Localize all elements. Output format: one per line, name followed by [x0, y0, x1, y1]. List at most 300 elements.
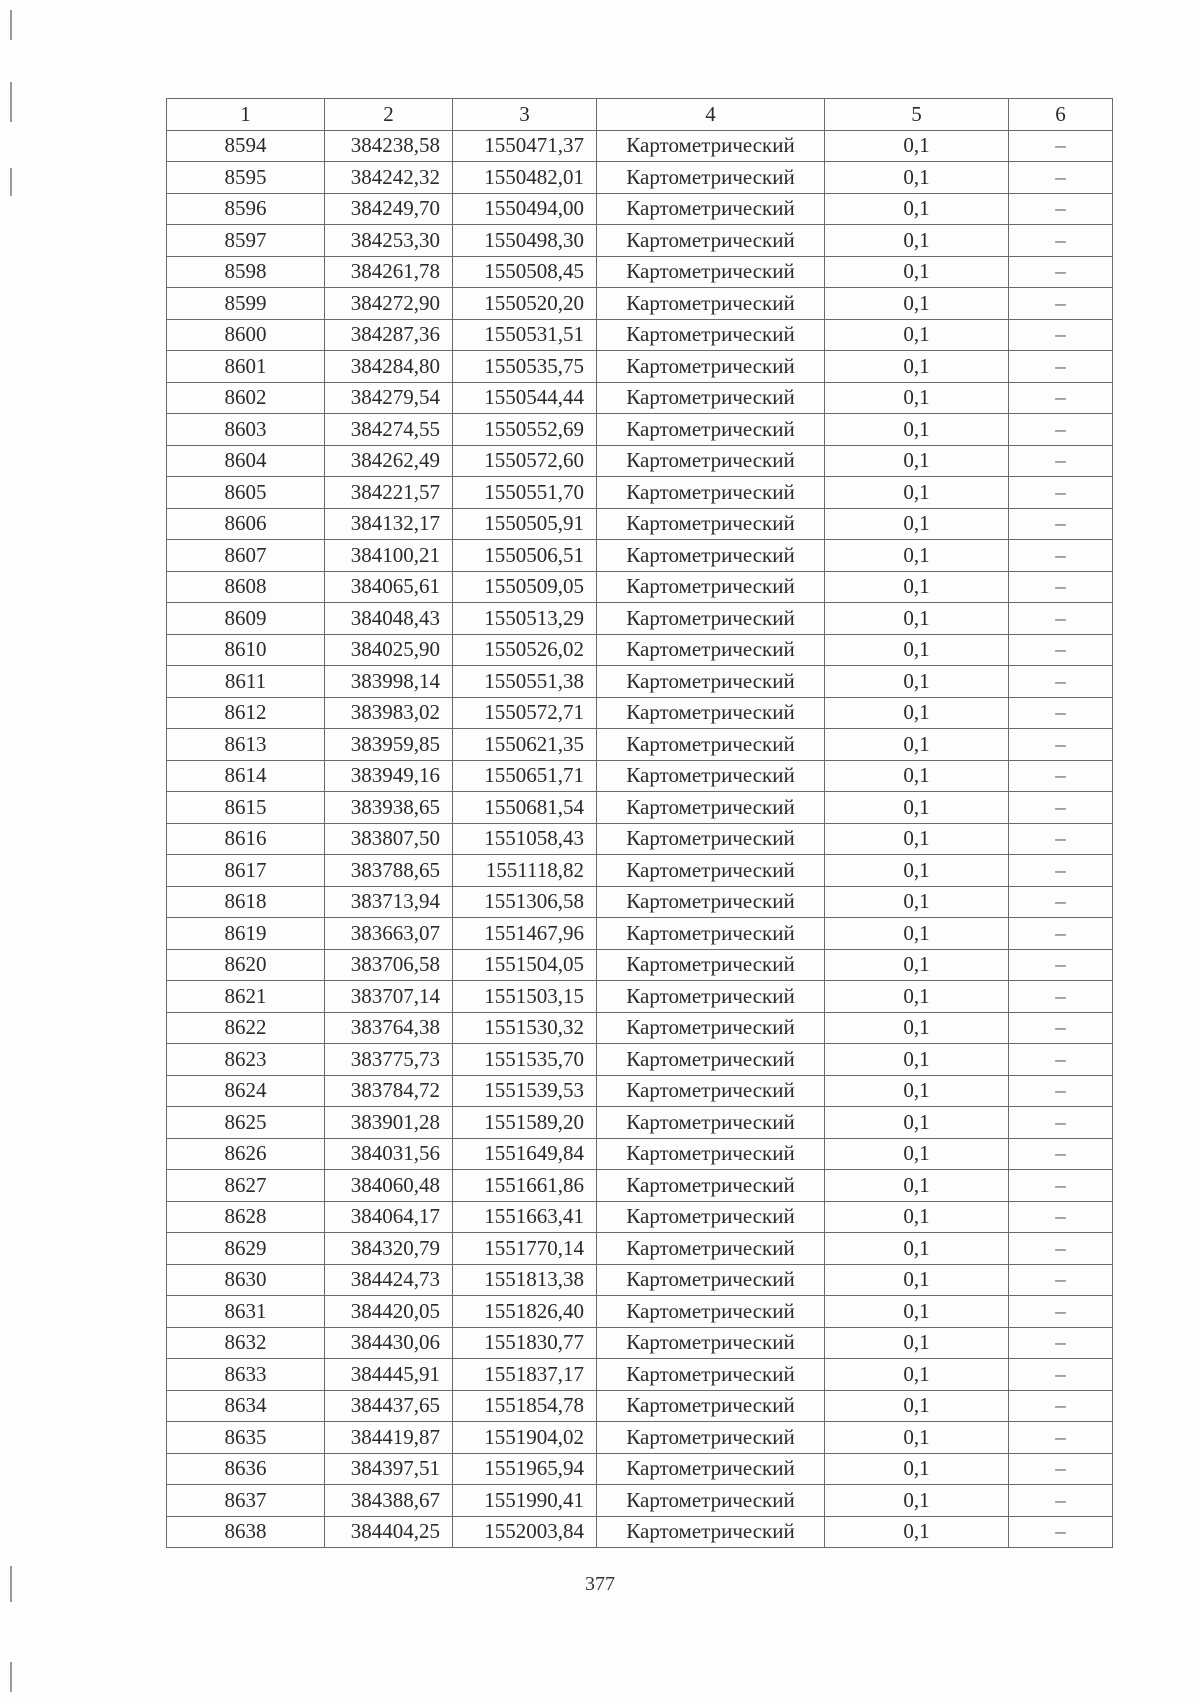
table-cell: – [1009, 729, 1113, 761]
table-cell: 383707,14 [325, 981, 453, 1013]
table-cell: 383784,72 [325, 1075, 453, 1107]
table-row [167, 603, 1113, 635]
table-cell: 384242,32 [325, 162, 453, 194]
table-cell: Картометрический [597, 414, 825, 446]
table-cell: 383949,16 [325, 760, 453, 792]
table-cell: 0,1 [825, 1327, 1009, 1359]
table-row [167, 1264, 1113, 1296]
table-cell: 0,1 [825, 949, 1009, 981]
table-cell: Картометрический [597, 1296, 825, 1328]
table-cell: 0,1 [825, 508, 1009, 540]
table-cell: 0,1 [825, 130, 1009, 162]
table-cell: 8614 [167, 760, 325, 792]
table-cell: 0,1 [825, 1233, 1009, 1265]
table-cell: Картометрический [597, 1044, 825, 1076]
table-cell: 8613 [167, 729, 325, 761]
table-cell: 384437,65 [325, 1390, 453, 1422]
table-cell: 0,1 [825, 918, 1009, 950]
table-cell: 383983,02 [325, 697, 453, 729]
table-cell: 383663,07 [325, 918, 453, 950]
table-cell: 8601 [167, 351, 325, 383]
table-cell: 384287,36 [325, 319, 453, 351]
table-cell: 0,1 [825, 697, 1009, 729]
table-cell: 1551649,84 [453, 1138, 597, 1170]
table-cell: 383713,94 [325, 886, 453, 918]
table-cell: 8608 [167, 571, 325, 603]
table-cell: 8625 [167, 1107, 325, 1139]
table-cell: Картометрический [597, 697, 825, 729]
table-cell: – [1009, 193, 1113, 225]
table-cell: Картометрический [597, 1264, 825, 1296]
table-cell: 384100,21 [325, 540, 453, 572]
table-cell: Картометрический [597, 1327, 825, 1359]
table-cell: – [1009, 414, 1113, 446]
table-cell: 8636 [167, 1453, 325, 1485]
table-cell: Картометрический [597, 634, 825, 666]
table-cell: Картометрический [597, 855, 825, 887]
table-row [167, 130, 1113, 162]
table-cell: 0,1 [825, 193, 1009, 225]
table-cell: 384404,25 [325, 1516, 453, 1548]
table-cell: – [1009, 886, 1113, 918]
table-row [167, 729, 1113, 761]
table-cell: 0,1 [825, 823, 1009, 855]
table-cell: 1551830,77 [453, 1327, 597, 1359]
table-cell: 8618 [167, 886, 325, 918]
table-cell: – [1009, 540, 1113, 572]
scan-margin-mark [10, 1662, 12, 1692]
table-row [167, 666, 1113, 698]
table-cell: Картометрический [597, 981, 825, 1013]
table-cell: Картометрический [597, 162, 825, 194]
table-cell: 1550513,29 [453, 603, 597, 635]
table-header-row [167, 99, 1113, 131]
table-cell: 8632 [167, 1327, 325, 1359]
table-row [167, 792, 1113, 824]
column-header: 6 [1009, 99, 1113, 131]
table-cell: Картометрический [597, 1485, 825, 1517]
table-cell: 0,1 [825, 414, 1009, 446]
table-cell: 8633 [167, 1359, 325, 1391]
table-cell: 0,1 [825, 1485, 1009, 1517]
table-cell: 8605 [167, 477, 325, 509]
table-cell: 1550531,51 [453, 319, 597, 351]
table-row [167, 918, 1113, 950]
table-cell: 0,1 [825, 1516, 1009, 1548]
table-cell: 1551539,53 [453, 1075, 597, 1107]
table-cell: – [1009, 1012, 1113, 1044]
table-cell: Картометрический [597, 886, 825, 918]
table-cell: – [1009, 697, 1113, 729]
table-cell: 8634 [167, 1390, 325, 1422]
table-row [167, 162, 1113, 194]
table-cell: 8597 [167, 225, 325, 257]
table-row [167, 414, 1113, 446]
table-row [167, 1390, 1113, 1422]
table-cell: Картометрический [597, 823, 825, 855]
table-cell: 1550520,20 [453, 288, 597, 320]
table-cell: – [1009, 855, 1113, 887]
table-cell: 0,1 [825, 1201, 1009, 1233]
table-cell: 384221,57 [325, 477, 453, 509]
table-cell: – [1009, 477, 1113, 509]
table-cell: – [1009, 1390, 1113, 1422]
table-cell: 0,1 [825, 1138, 1009, 1170]
table-cell: 0,1 [825, 1359, 1009, 1391]
table-cell: Картометрический [597, 571, 825, 603]
table-cell: Картометрический [597, 1422, 825, 1454]
table-cell: 384065,61 [325, 571, 453, 603]
table-cell: 384445,91 [325, 1359, 453, 1391]
table-cell: 0,1 [825, 1170, 1009, 1202]
table-cell: 1551118,82 [453, 855, 597, 887]
table-cell: – [1009, 603, 1113, 635]
table-cell: – [1009, 823, 1113, 855]
table-cell: – [1009, 760, 1113, 792]
table-cell: 1550651,71 [453, 760, 597, 792]
table-cell: – [1009, 1233, 1113, 1265]
table-cell: 1551467,96 [453, 918, 597, 950]
table-cell: 8595 [167, 162, 325, 194]
table-cell: 1550509,05 [453, 571, 597, 603]
table-cell: 8626 [167, 1138, 325, 1170]
table-cell: – [1009, 571, 1113, 603]
table-cell: – [1009, 319, 1113, 351]
table-cell: 1550544,44 [453, 382, 597, 414]
table-cell: 8598 [167, 256, 325, 288]
table-cell: 1551058,43 [453, 823, 597, 855]
table-cell: 0,1 [825, 729, 1009, 761]
table-cell: Картометрический [597, 1201, 825, 1233]
table-cell: 1551904,02 [453, 1422, 597, 1454]
table-cell: 1551661,86 [453, 1170, 597, 1202]
table-cell: 0,1 [825, 1075, 1009, 1107]
table-cell: 384025,90 [325, 634, 453, 666]
table-cell: 0,1 [825, 981, 1009, 1013]
table-row [167, 319, 1113, 351]
table-cell: 1551306,58 [453, 886, 597, 918]
table-cell: 384031,56 [325, 1138, 453, 1170]
table-cell: 0,1 [825, 1453, 1009, 1485]
table-cell: 0,1 [825, 445, 1009, 477]
table-row [167, 981, 1113, 1013]
table-cell: – [1009, 666, 1113, 698]
table-cell: Картометрический [597, 949, 825, 981]
page-number: 377 [585, 1573, 615, 1595]
table-cell: 0,1 [825, 792, 1009, 824]
table-cell: 1551663,41 [453, 1201, 597, 1233]
table-cell: 0,1 [825, 1044, 1009, 1076]
table-cell: 383901,28 [325, 1107, 453, 1139]
coordinates-table [166, 98, 1113, 1548]
table-cell: – [1009, 949, 1113, 981]
table-cell: 0,1 [825, 288, 1009, 320]
table-cell: Картометрический [597, 225, 825, 257]
table-body [167, 130, 1113, 1548]
table-cell: 1550551,38 [453, 666, 597, 698]
table-row [167, 351, 1113, 383]
table-cell: 1551530,32 [453, 1012, 597, 1044]
table-cell: 0,1 [825, 666, 1009, 698]
table-row [167, 949, 1113, 981]
table-cell: 8619 [167, 918, 325, 950]
table-cell: Картометрический [597, 351, 825, 383]
table-cell: 384419,87 [325, 1422, 453, 1454]
table-cell: 1550498,30 [453, 225, 597, 257]
table-cell: 8637 [167, 1485, 325, 1517]
table-cell: 8624 [167, 1075, 325, 1107]
table-row [167, 697, 1113, 729]
table-cell: – [1009, 792, 1113, 824]
table-cell: 1551503,15 [453, 981, 597, 1013]
table-cell: 0,1 [825, 1296, 1009, 1328]
table-cell: 8635 [167, 1422, 325, 1454]
table-cell: 0,1 [825, 225, 1009, 257]
scan-margin-mark [10, 82, 12, 122]
table-cell: 1550681,54 [453, 792, 597, 824]
table-cell: 8631 [167, 1296, 325, 1328]
table-cell: 8602 [167, 382, 325, 414]
table-cell: 384261,78 [325, 256, 453, 288]
table-cell: – [1009, 1170, 1113, 1202]
table-cell: 0,1 [825, 760, 1009, 792]
table-cell: – [1009, 1107, 1113, 1139]
table-row [167, 288, 1113, 320]
table-cell: Картометрический [597, 603, 825, 635]
table-cell: 384262,49 [325, 445, 453, 477]
table-row [167, 1359, 1113, 1391]
table-cell: Картометрический [597, 256, 825, 288]
table-row [167, 1201, 1113, 1233]
table-cell: 8627 [167, 1170, 325, 1202]
table-cell: 383807,50 [325, 823, 453, 855]
table-cell: 384272,90 [325, 288, 453, 320]
table-cell: – [1009, 918, 1113, 950]
table-cell: – [1009, 1264, 1113, 1296]
table-cell: 0,1 [825, 319, 1009, 351]
table-cell: – [1009, 256, 1113, 288]
table-cell: Картометрический [597, 540, 825, 572]
table-cell: 384420,05 [325, 1296, 453, 1328]
table-cell: 8612 [167, 697, 325, 729]
table-cell: Картометрический [597, 508, 825, 540]
table-cell: Картометрический [597, 319, 825, 351]
column-header: 2 [325, 99, 453, 131]
table-cell: 1551854,78 [453, 1390, 597, 1422]
table-cell: – [1009, 351, 1113, 383]
table-cell: 0,1 [825, 1012, 1009, 1044]
table-cell: – [1009, 508, 1113, 540]
table-row [167, 1516, 1113, 1548]
table-cell: 0,1 [825, 540, 1009, 572]
table-cell: Картометрический [597, 1075, 825, 1107]
table-cell: 1550482,01 [453, 162, 597, 194]
table-row [167, 256, 1113, 288]
table-cell: 1550471,37 [453, 130, 597, 162]
table-cell: 384132,17 [325, 508, 453, 540]
scan-margin-mark [10, 10, 12, 40]
table-cell: 8611 [167, 666, 325, 698]
table-cell: – [1009, 1201, 1113, 1233]
table-row [167, 477, 1113, 509]
table-row [167, 540, 1113, 572]
table-cell: – [1009, 225, 1113, 257]
table-cell: 8607 [167, 540, 325, 572]
table-cell: 8617 [167, 855, 325, 887]
table-cell: 384320,79 [325, 1233, 453, 1265]
table-cell: Картометрический [597, 729, 825, 761]
table-cell: Картометрический [597, 445, 825, 477]
table-row [167, 1075, 1113, 1107]
table-row [167, 382, 1113, 414]
table-cell: – [1009, 1516, 1113, 1548]
table-cell: 8623 [167, 1044, 325, 1076]
table-cell: 1551770,14 [453, 1233, 597, 1265]
table-cell: 1550621,35 [453, 729, 597, 761]
table-cell: Картометрический [597, 477, 825, 509]
table-cell: – [1009, 634, 1113, 666]
table-cell: 1550508,45 [453, 256, 597, 288]
table-cell: 384249,70 [325, 193, 453, 225]
table-cell: – [1009, 1453, 1113, 1485]
table-cell: Картометрический [597, 1516, 825, 1548]
table-cell: 8628 [167, 1201, 325, 1233]
table-cell: 1550572,71 [453, 697, 597, 729]
table-cell: – [1009, 288, 1113, 320]
table-cell: – [1009, 162, 1113, 194]
table-cell: 1550552,69 [453, 414, 597, 446]
table-cell: 384274,55 [325, 414, 453, 446]
table-row [167, 225, 1113, 257]
table-row [167, 1233, 1113, 1265]
table-cell: 0,1 [825, 1107, 1009, 1139]
table-cell: 383959,85 [325, 729, 453, 761]
table-cell: 1550494,00 [453, 193, 597, 225]
table-row [167, 634, 1113, 666]
table-cell: – [1009, 1359, 1113, 1391]
table-cell: 0,1 [825, 603, 1009, 635]
table-cell: Картометрический [597, 918, 825, 950]
table-cell: 1551535,70 [453, 1044, 597, 1076]
table-cell: Картометрический [597, 1107, 825, 1139]
table-cell: 383788,65 [325, 855, 453, 887]
table-cell: 8610 [167, 634, 325, 666]
table-cell: 384060,48 [325, 1170, 453, 1202]
column-header: 1 [167, 99, 325, 131]
table-cell: Картометрический [597, 760, 825, 792]
table-cell: – [1009, 382, 1113, 414]
table-cell: 383706,58 [325, 949, 453, 981]
table-cell: 1551965,94 [453, 1453, 597, 1485]
table-cell: – [1009, 445, 1113, 477]
table-cell: 8594 [167, 130, 325, 162]
column-header: 3 [453, 99, 597, 131]
table-cell: 1550526,02 [453, 634, 597, 666]
table-cell: – [1009, 1422, 1113, 1454]
column-header: 4 [597, 99, 825, 131]
table-cell: 1551813,38 [453, 1264, 597, 1296]
column-header: 5 [825, 99, 1009, 131]
table-cell: – [1009, 1044, 1113, 1076]
table-cell: – [1009, 981, 1113, 1013]
table-cell: 8604 [167, 445, 325, 477]
table-cell: 1550535,75 [453, 351, 597, 383]
table-cell: 8616 [167, 823, 325, 855]
table-cell: 0,1 [825, 382, 1009, 414]
table-cell: 8621 [167, 981, 325, 1013]
table-cell: 0,1 [825, 634, 1009, 666]
table-cell: 384397,51 [325, 1453, 453, 1485]
table-cell: 8600 [167, 319, 325, 351]
table-cell: – [1009, 1327, 1113, 1359]
table-row [167, 1138, 1113, 1170]
table-cell: 1551990,41 [453, 1485, 597, 1517]
table-cell: 8609 [167, 603, 325, 635]
table-row [167, 571, 1113, 603]
table-row [167, 760, 1113, 792]
table-cell: 1551826,40 [453, 1296, 597, 1328]
table-cell: Картометрический [597, 1359, 825, 1391]
table-cell: 0,1 [825, 162, 1009, 194]
table-cell: 8615 [167, 792, 325, 824]
table-cell: Картометрический [597, 288, 825, 320]
table-cell: 383938,65 [325, 792, 453, 824]
table-row [167, 508, 1113, 540]
table-cell: 0,1 [825, 855, 1009, 887]
table-row [167, 1422, 1113, 1454]
table-cell: 1551504,05 [453, 949, 597, 981]
table-row [167, 1453, 1113, 1485]
table-row [167, 1107, 1113, 1139]
table-cell: 0,1 [825, 351, 1009, 383]
table-cell: 8630 [167, 1264, 325, 1296]
table-cell: 8596 [167, 193, 325, 225]
table-row [167, 855, 1113, 887]
table-cell: 383764,38 [325, 1012, 453, 1044]
table-cell: 1550505,91 [453, 508, 597, 540]
table-cell: 0,1 [825, 571, 1009, 603]
table-cell: 384279,54 [325, 382, 453, 414]
table-cell: 1551589,20 [453, 1107, 597, 1139]
table-cell: 1550572,60 [453, 445, 597, 477]
table-cell: 384284,80 [325, 351, 453, 383]
table-cell: 1550551,70 [453, 477, 597, 509]
table-cell: 384424,73 [325, 1264, 453, 1296]
table-cell: 0,1 [825, 886, 1009, 918]
table-cell: 384238,58 [325, 130, 453, 162]
table-cell: 0,1 [825, 1264, 1009, 1296]
table-cell: 8606 [167, 508, 325, 540]
table-cell: 1551837,17 [453, 1359, 597, 1391]
table-cell: 1550506,51 [453, 540, 597, 572]
table-cell: 384253,30 [325, 225, 453, 257]
table-cell: 8638 [167, 1516, 325, 1548]
table-cell: 1552003,84 [453, 1516, 597, 1548]
table-cell: 8629 [167, 1233, 325, 1265]
table-cell: 8620 [167, 949, 325, 981]
table-cell: Картометрический [597, 666, 825, 698]
table-cell: 0,1 [825, 256, 1009, 288]
table-row [167, 823, 1113, 855]
table-cell: Картометрический [597, 1138, 825, 1170]
table-cell: Картометрический [597, 1453, 825, 1485]
table-cell: Картометрический [597, 193, 825, 225]
table-row [167, 445, 1113, 477]
table-cell: Картометрический [597, 1233, 825, 1265]
table-cell: 8599 [167, 288, 325, 320]
table-cell: Картометрический [597, 382, 825, 414]
table-cell: – [1009, 1296, 1113, 1328]
